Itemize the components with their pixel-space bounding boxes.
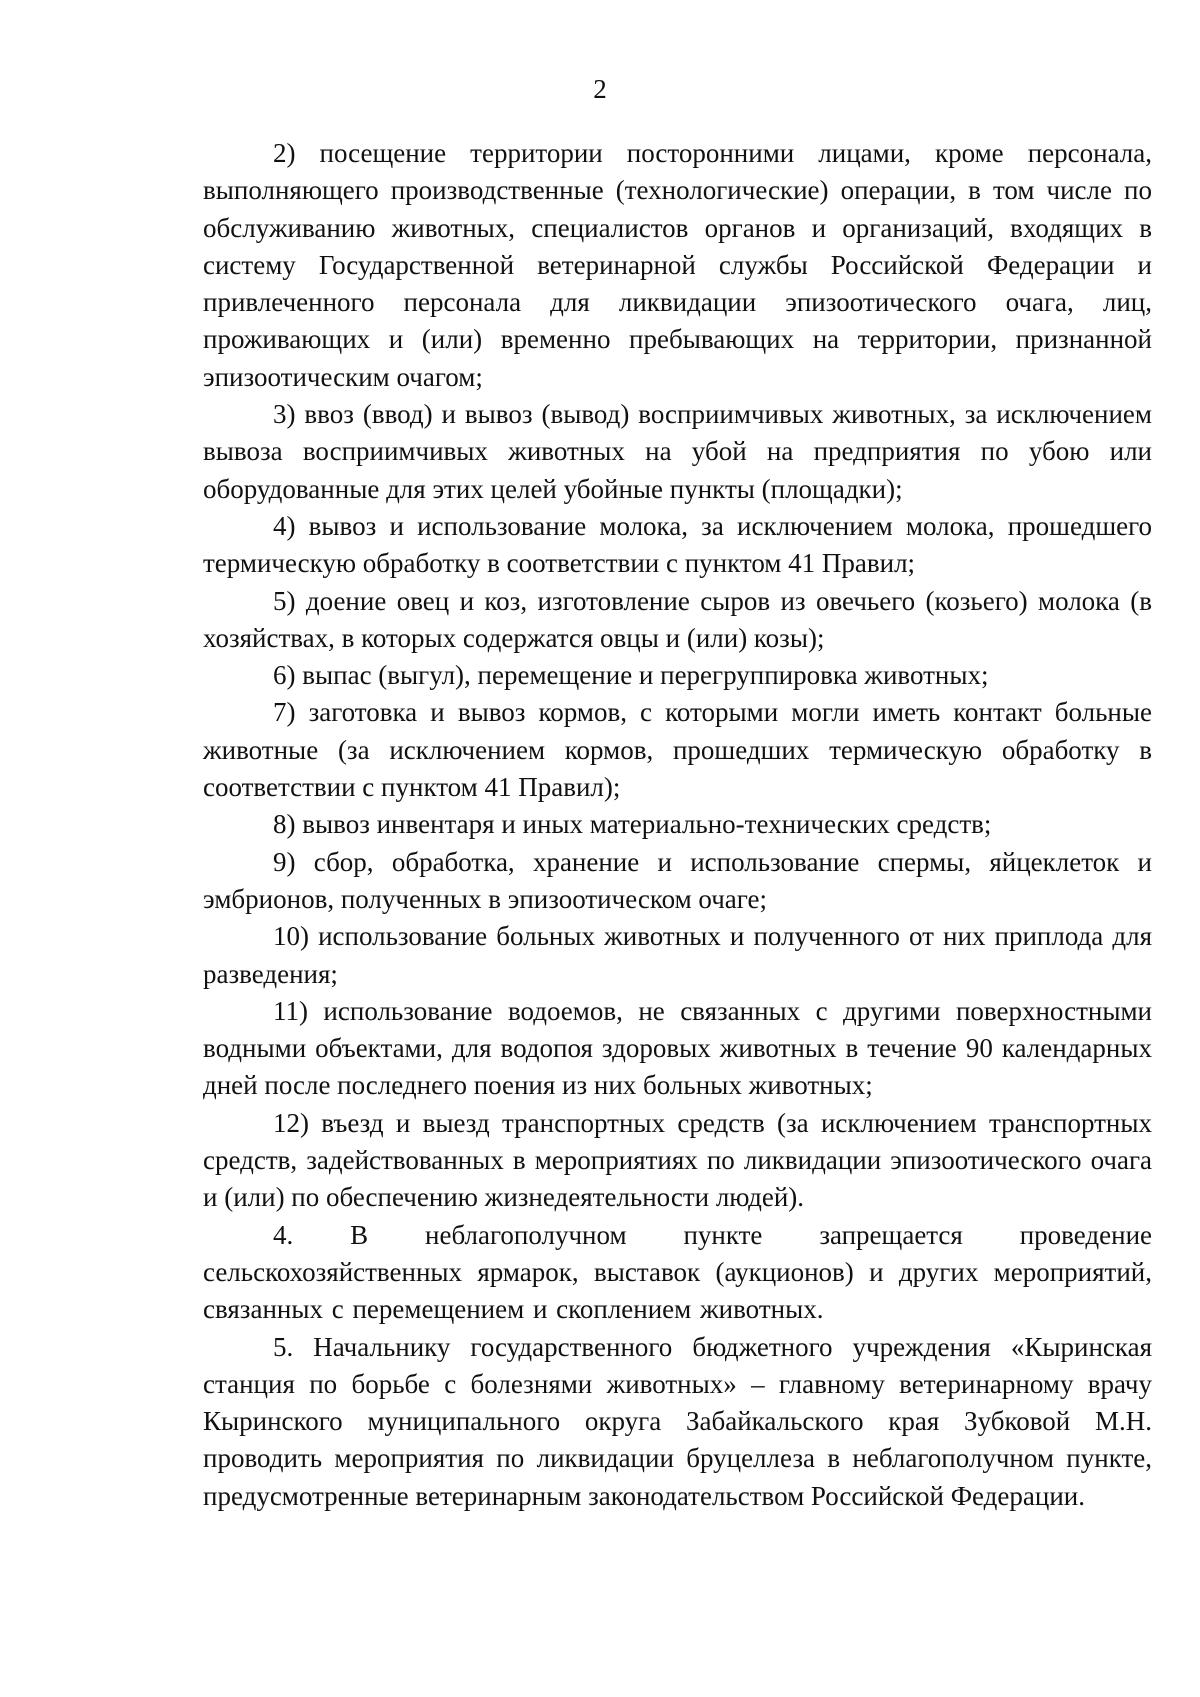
- list-item-restriction-7: 7) заготовка и вывоз кормов, с которыми могли иметь контакт больные животные (за исключением кормов, прошедших термическую обработку в соответствии с пунктом 41 Правил);: [203, 697, 1152, 803]
- list-item-restriction-5: 5) доение овец и коз, изготовление сыров из овечьего (козьего) молока (в хозяйствах, в которых содержатся овцы и (или) козы);: [203, 585, 1152, 653]
- list-item-restriction-12: 12) въезд и выезд транспортных средств (за исключением транспортных средств, задействованных в мероприятиях по ликвидации эпизоотического очага и (или) по обеспечению жизнедеятельности людей).: [203, 1107, 1152, 1213]
- section-5-paragraph: 5. Начальнику государственного бюджетного учреждения «Кыринская станция по борьбе с болезнями животных» – главному ветеринарному врачу Кыринского муниципального округа Забайкальского края Зубковой М.Н. проводить мероприятия по ликвидации бруцеллеза в неблагополучном пункте, предусмотренные ветеринарным законодательством Российской Федерации.: [203, 1331, 1152, 1511]
- list-item-restriction-11: 11) использование водоемов, не связанных с другими поверхностными водными объектами, для водопоя здоровых животных в течение 90 календарных дней после последнего поения из них больных животных;: [203, 995, 1152, 1101]
- page-number: 2: [593, 74, 607, 104]
- list-item-restriction-8: 8) вывоз инвентаря и иных материально-технических средств;: [273, 809, 992, 840]
- document-body: [203, 135, 1152, 1515]
- list-item-restriction-6: 6) выпас (выгул), перемещение и перегруппировка животных;: [273, 660, 989, 691]
- list-item-restriction-4: 4) вывоз и использование молока, за исключением молока, прошедшего термическую обработку в соответствии с пунктом 41 Правил;: [203, 510, 1152, 579]
- section-4-paragraph: 4. В неблагополучном пункте запрещается проведение сельскохозяйственных ярмарок, выставок (аукционов) и других мероприятий, связанных с перемещением и скоплением животных.: [203, 1219, 1152, 1325]
- list-item-restriction-9: 9) сбор, обработка, хранение и использование спермы, яйцеклеток и эмбрионов, полученных в эпизоотическом очаге;: [203, 846, 1152, 914]
- list-item-restriction-10: 10) использование больных животных и полученного от них приплода для разведения;: [203, 921, 1152, 989]
- list-item-restriction-3: 3) ввоз (ввод) и вывоз (вывод) восприимчивых животных, за исключением вывоза восприимчивых животных на убой на предприятия по убою или оборудованные для этих целей убойные пункты (площадки);: [203, 399, 1152, 504]
- list-item-restriction-2: 2) посещение территории посторонними лицами, кроме персонала, выполняющего производственные (технологические) операции, в том числе по обслуживанию животных, специалистов органов и организаций, входящих в систему Государственной ветеринарной службы Российской Федерации и привлеченного персонала для ликвидации эпизоотического очага, лиц, проживающих и (или) временно пребывающих на территории, признанной эпизоотическим очагом;: [203, 138, 1152, 392]
